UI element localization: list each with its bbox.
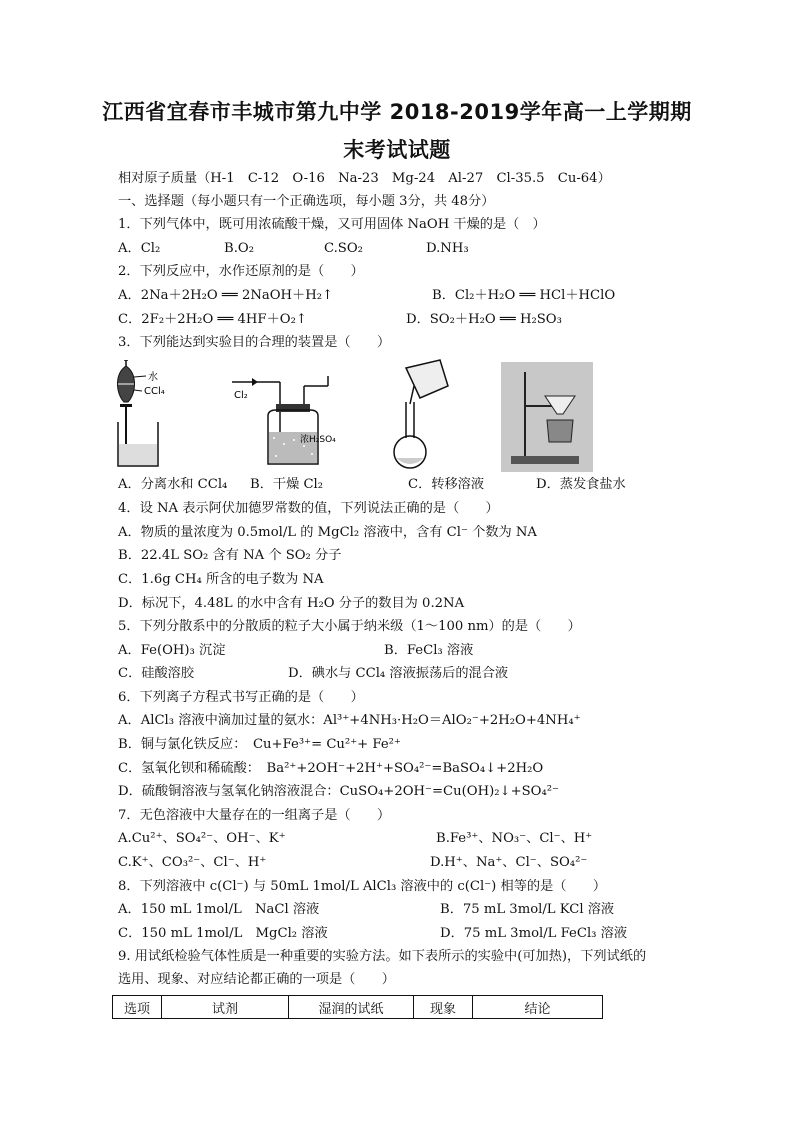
q8-option-d: D．75 mL 3mol/L FeCl₃ 溶液 bbox=[440, 926, 628, 941]
question-7-stem: 7．无色溶液中大量存在的一组离子是（ ） bbox=[118, 808, 391, 823]
q2-option-b: B．Cl₂＋H₂O ══ HCl＋HClO bbox=[432, 288, 616, 303]
q6-option-a: A．AlCl₃ 溶液中滴加过量的氨水：Al³⁺+4NH₃·H₂O＝AlO₂⁻+2H₂O+4NH₄⁺ bbox=[118, 713, 581, 728]
table-header-cell: 选项 bbox=[113, 996, 162, 1019]
table-header-row bbox=[113, 996, 603, 1019]
q6-option-b: B．铜与氯化铁反应： Cu+Fe³⁺= Cu²⁺+ Fe²⁺ bbox=[118, 737, 401, 752]
question-8-stem: 8．下列溶液中 c(Cl⁻) 与 50mL 1mol/L AlCl₃ 溶液中的 c(Cl⁻) 相等的是（ ） bbox=[118, 879, 607, 894]
question-9-stem-line2: 选用、现象、对应结论都正确的一项是（ ） bbox=[118, 972, 395, 987]
evaporation-apparatus-figure bbox=[501, 362, 593, 472]
q8-option-b: B．75 mL 3mol/L KCl 溶液 bbox=[440, 902, 615, 917]
q3-option-a: A．分离水和 CCl₄ bbox=[118, 477, 228, 492]
q2-option-a: A．2Na＋2H₂O ══ 2NaOH＋H₂↑ bbox=[118, 288, 334, 303]
q3-option-b: B．干燥 Cl₂ bbox=[250, 477, 324, 492]
q1-option-b: B.O₂ bbox=[224, 241, 254, 256]
volumetric-flask-figure bbox=[384, 358, 464, 472]
q7-option-a: A.Cu²⁺、SO₄²⁻、OH⁻、K⁺ bbox=[118, 831, 286, 846]
section-heading: 一、选择题（每小题只有一个正确选项，每小题 3分，共 48分） bbox=[118, 194, 495, 209]
question-3-stem: 3．下列能达到实验目的合理的装置是（ ） bbox=[118, 335, 391, 350]
q3-option-c: C．转移溶液 bbox=[408, 477, 485, 492]
table-header-cell: 湿润的试纸 bbox=[289, 996, 414, 1019]
q4-option-d: D．标况下，4.48L 的水中含有 H₂O 分子的数目为 0.2NA bbox=[118, 596, 465, 611]
q4-option-a: A．物质的量浓度为 0.5mol/L 的 MgCl₂ 溶液中，含有 Cl⁻ 个数为 NA bbox=[118, 525, 537, 540]
question-6-stem: 6．下列离子方程式书写正确的是（ ） bbox=[118, 690, 364, 705]
q7-option-b: B.Fe³⁺、NO₃⁻、Cl⁻、H⁺ bbox=[436, 831, 593, 846]
question-9-stem-line1: 9. 用试纸检验气体性质是一种重要的实验方法。如下表所示的实验中(可加热)，下列试纸的 bbox=[118, 949, 647, 964]
question-4-stem: 4．设 NA 表示阿伏加德罗常数的值，下列说法正确的是（ ） bbox=[118, 501, 499, 516]
q1-option-a: A．Cl₂ bbox=[118, 241, 161, 256]
table-header-cell: 现象 bbox=[414, 996, 473, 1019]
q4-option-c: C．1.6g CH₄ 所含的电子数为 NA bbox=[118, 572, 324, 587]
q5-option-a: A．Fe(OH)₃ 沉淀 bbox=[118, 643, 226, 658]
separatory-funnel-figure bbox=[114, 360, 184, 470]
q5-option-b: B．FeCl₃ 溶液 bbox=[384, 643, 474, 658]
q8-option-c: C．150 mL 1mol/L MgCl₂ 溶液 bbox=[118, 926, 328, 941]
q5-option-c: C．硅酸溶胶 bbox=[118, 666, 195, 681]
question-5-stem: 5．下列分散系中的分散质的粒子大小属于纳米级（1～100 nm）的是（ ） bbox=[118, 619, 581, 634]
q2-option-c: C．2F₂＋2H₂O ══ 4HF＋O₂↑ bbox=[118, 312, 307, 327]
q7-option-c: C.K⁺、CO₃²⁻、Cl⁻、H⁺ bbox=[118, 855, 267, 870]
q1-option-d: D.NH₃ bbox=[426, 241, 469, 256]
question-2-stem: 2．下列反应中，水作还原剂的是（ ） bbox=[118, 264, 364, 279]
table-header-cell: 结论 bbox=[473, 996, 603, 1019]
q8-option-a: A．150 mL 1mol/L NaCl 溶液 bbox=[118, 902, 320, 917]
exam-title-line2: 末考试试题 bbox=[343, 138, 451, 162]
atomic-masses: 相对原子质量（H-1 C-12 O-16 Na-23 Mg-24 Al-27 Cl-35.5 Cu-64） bbox=[118, 171, 611, 186]
exam-title-line1: 江西省宜春市丰城市第九中学 2018-2019学年高一上学期期 bbox=[102, 100, 692, 124]
q7-option-d: D.H⁺、Na⁺、Cl⁻、SO₄²⁻ bbox=[430, 855, 588, 870]
fig-a-label-water: 水 bbox=[148, 372, 158, 383]
q2-option-d: D．SO₂＋H₂O ══ H₂SO₃ bbox=[406, 312, 562, 327]
q1-option-c: C.SO₂ bbox=[324, 241, 363, 256]
q3-option-d: D．蒸发食盐水 bbox=[536, 477, 626, 492]
q4-option-b: B．22.4L SO₂ 含有 NA 个 SO₂ 分子 bbox=[118, 548, 342, 563]
fig-b-label-h2so4: 浓H₂SO₄ bbox=[300, 435, 336, 445]
fig-b-label-cl2: Cl₂ bbox=[234, 390, 248, 401]
question-1-stem: 1．下列气体中，既可用浓硫酸干燥，又可用固体 NaOH 干燥的是（ ） bbox=[118, 217, 546, 232]
q5-option-d: D．碘水与 CCl₄ 溶液振荡后的混合液 bbox=[288, 666, 509, 681]
q6-option-c: C．氢氧化钡和稀硫酸： Ba²⁺+2OH⁻+2H⁺+SO₄²⁻=BaSO₄↓+2H₂O bbox=[118, 761, 544, 776]
q9-options-table bbox=[112, 995, 603, 1019]
fig-a-label-ccl4: CCl₄ bbox=[144, 386, 165, 397]
gas-washing-bottle-figure bbox=[228, 372, 348, 470]
q6-option-d: D．硫酸铜溶液与氢氧化钠溶液混合：CuSO₄+2OH⁻=Cu(OH)₂↓+SO₄²⁻ bbox=[118, 784, 560, 799]
table-header-cell: 试剂 bbox=[162, 996, 289, 1019]
